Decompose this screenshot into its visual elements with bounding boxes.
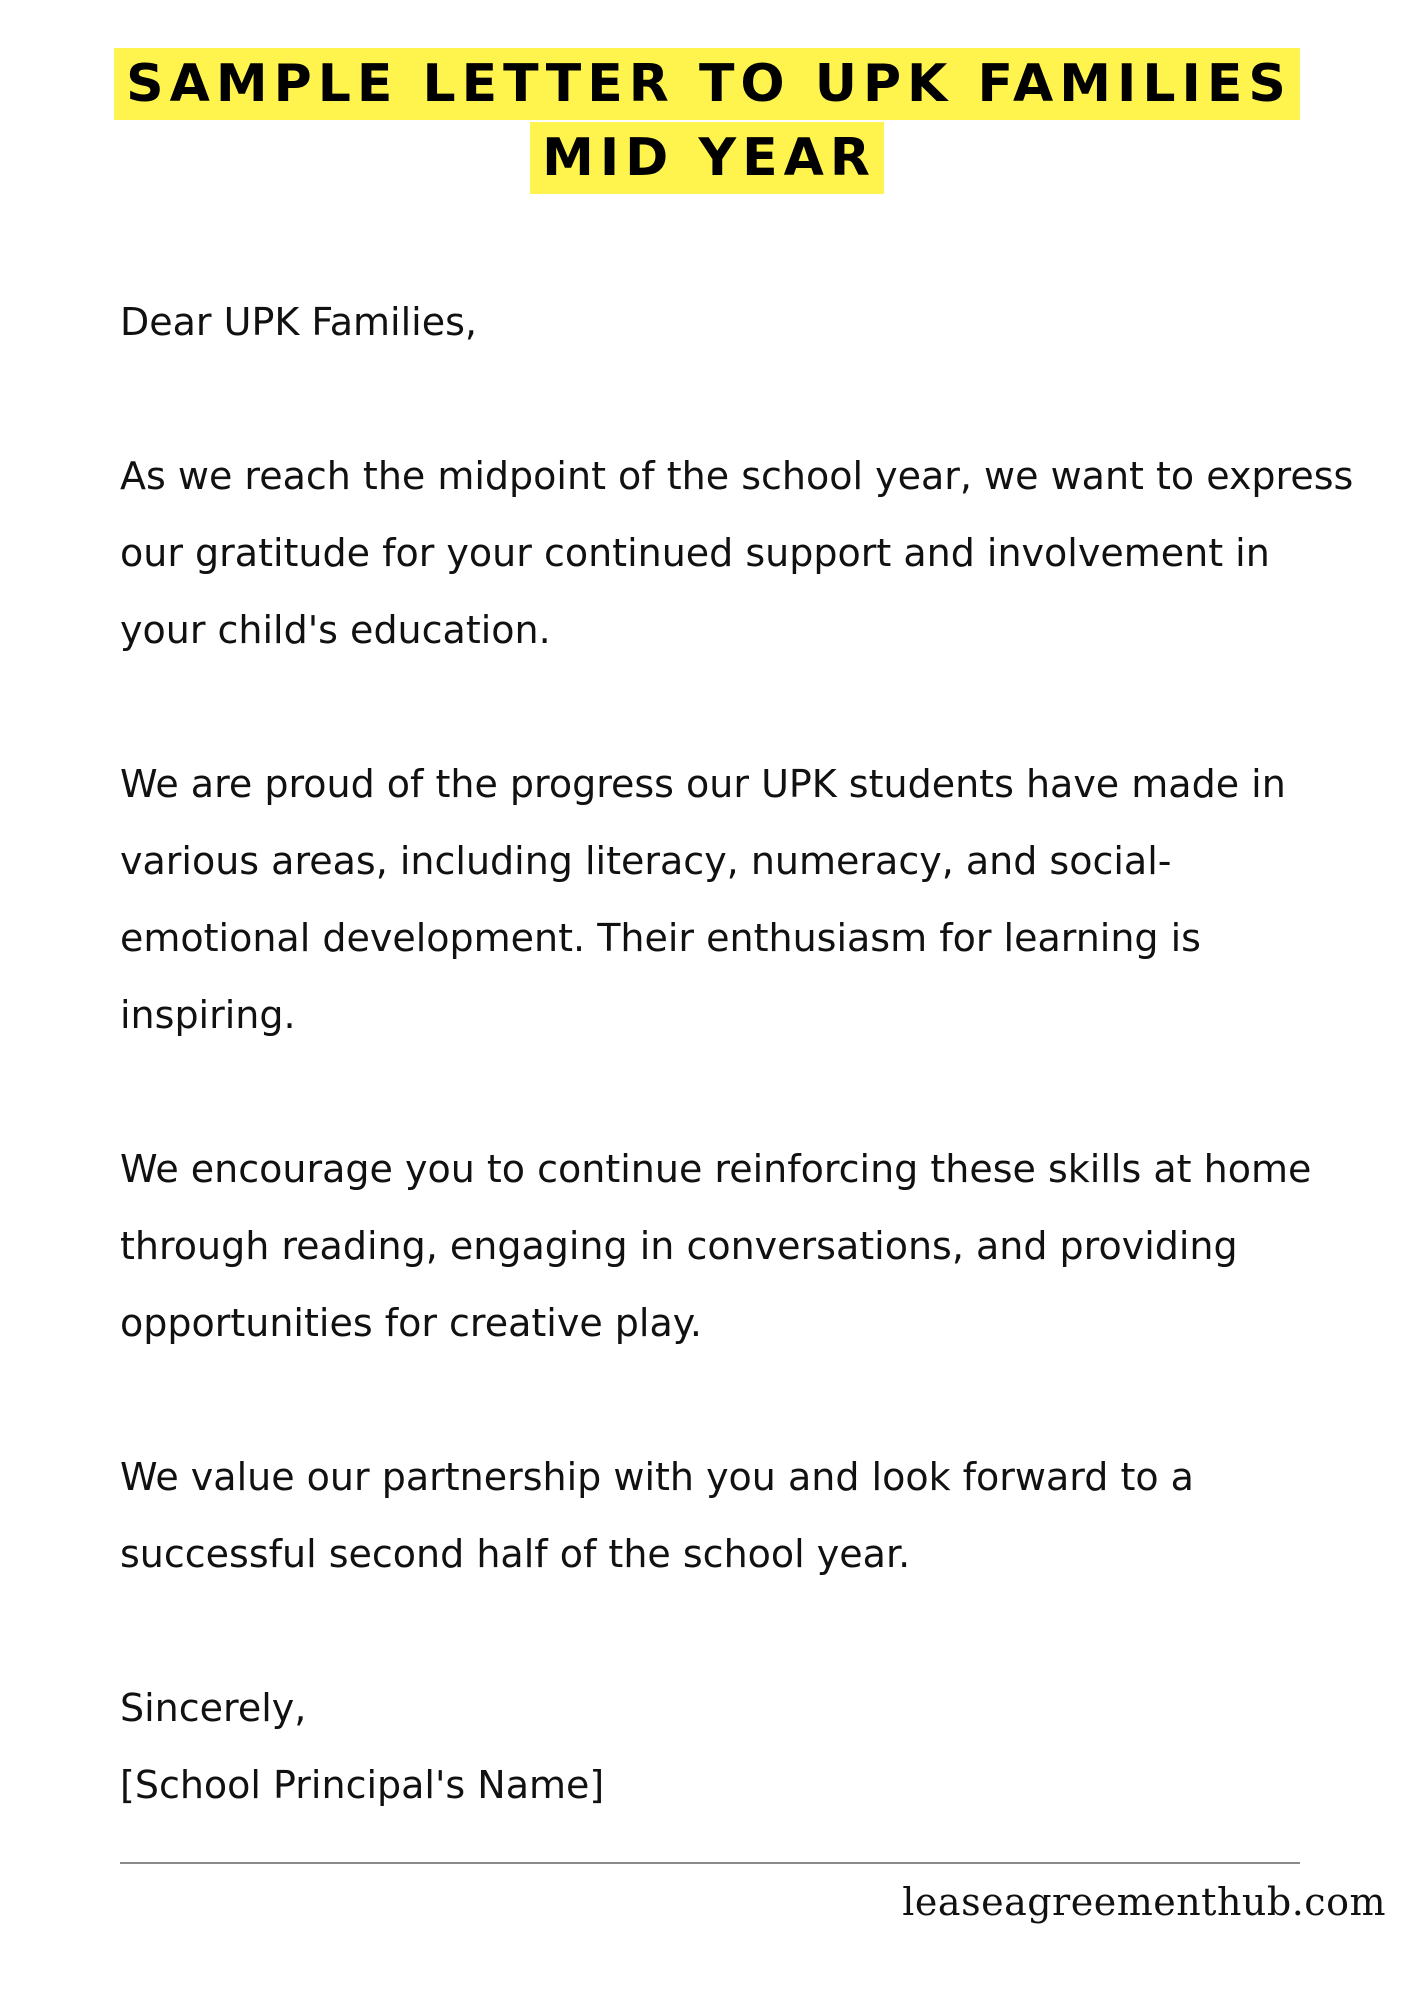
closing-text: Sincerely, [120, 1686, 307, 1730]
footer-website: leaseagreementhub.com [902, 1880, 1386, 1924]
salutation: Dear UPK Families, [120, 300, 477, 344]
paragraph-4: We value our partnership with you and look forward to a successful second half of the school year. [120, 1455, 1194, 1576]
document-title [0, 48, 1414, 194]
signature: [School Principal's Name] [120, 1763, 605, 1807]
title-line-2: MID YEAR [530, 122, 884, 194]
paragraph-1: As we reach the midpoint of the school year, we want to express our gratitude for your continued support and involvement in your child's education. [120, 454, 1354, 652]
paragraph-2: We are proud of the progress our UPK students have made in various areas, including literacy, numeracy, and social-emotional development. Their enthusiasm for learning is inspiring. [120, 762, 1286, 1037]
paragraph-3: We encourage you to continue reinforcing these skills at home through reading, engaging in conversations, and providing opportunities for creative play. [120, 1147, 1312, 1345]
title-line-1: SAMPLE LETTER TO UPK FAMILIES [114, 48, 1300, 120]
letter-body [120, 284, 1360, 1824]
closing [120, 1670, 1360, 1824]
footer-divider [120, 1862, 1300, 1864]
